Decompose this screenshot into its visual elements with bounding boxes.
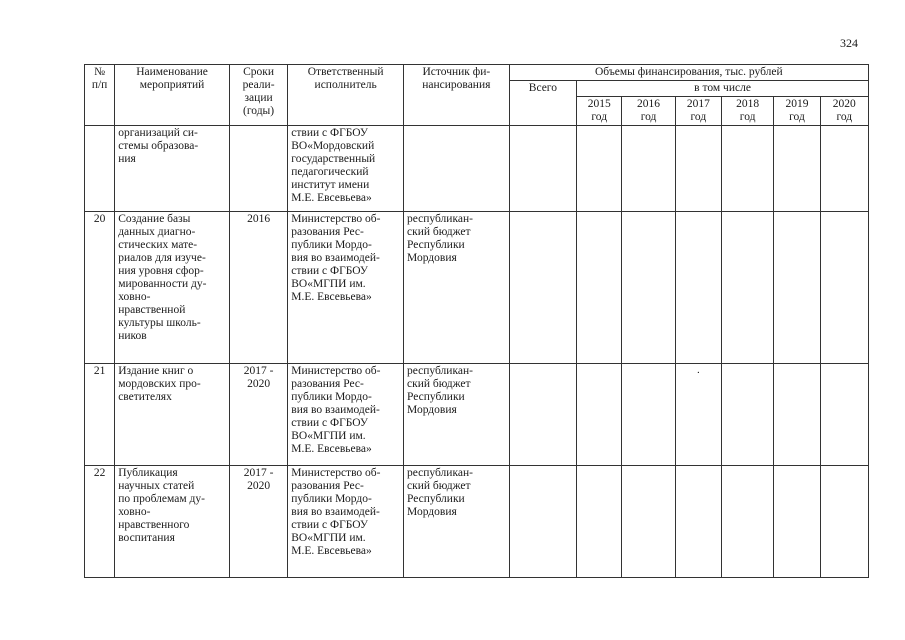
funding-year-cell (721, 466, 773, 578)
row-number: 21 (85, 364, 115, 466)
funding-source: республикан- ский бюджет Республики Мордовия (404, 364, 510, 466)
header-source: Источник фи- нансирования (404, 65, 510, 126)
funding-year-cell (675, 466, 721, 578)
funding-source: республикан- ский бюджет Республики Мордовия (404, 466, 510, 578)
funding-year-cell (774, 126, 820, 212)
table-row (85, 364, 869, 466)
funding-year-cell (577, 466, 622, 578)
table-row (85, 126, 869, 212)
row-number (85, 126, 115, 212)
activity-name: Издание книг о мордовских про- светителях (115, 364, 230, 466)
funding-year-cell (675, 126, 721, 212)
header-year-2018: 2018 год (721, 97, 773, 126)
header-name: Наименование мероприятий (115, 65, 230, 126)
activity-terms (229, 126, 287, 212)
header-year-2019: 2019 год (774, 97, 820, 126)
program-activities-table (84, 64, 869, 578)
funding-total-cell (509, 212, 576, 364)
funding-source: республикан- ский бюджет Республики Мордовия (404, 212, 510, 364)
header-terms: Сроки реали- зации (годы) (229, 65, 287, 126)
header-year-2016: 2016 год (622, 97, 675, 126)
funding-year-cell (820, 364, 868, 466)
header-year-2015: 2015 год (577, 97, 622, 126)
funding-year-cell (721, 364, 773, 466)
funding-year-cell (820, 126, 868, 212)
funding-total-cell (509, 126, 576, 212)
table-row (85, 466, 869, 578)
activity-terms: 2017 - 2020 (229, 466, 287, 578)
activity-name: Создание базы данных диагно- стических мате- риалов для изуче- ния уровня сфор- мированности ду- ховно- нравственной культуры школь- ников (115, 212, 230, 364)
responsible-executor: Министерство об- разования Рес- публики Мордо- вия во взаимодей- ствии с ФГБОУ ВО«МГПИ им. М.Е. Евсевьева» (288, 466, 404, 578)
header-including: в том числе (577, 81, 869, 97)
table-row (85, 212, 869, 364)
funding-year-cell (577, 126, 622, 212)
funding-year-cell (774, 364, 820, 466)
activity-terms: 2017 - 2020 (229, 364, 287, 466)
funding-year-cell (675, 364, 721, 466)
funding-total-cell (509, 466, 576, 578)
responsible-executor: Министерство об- разования Рес- публики Мордо- вия во взаимодей- ствии с ФГБОУ ВО«МГПИ им. М.Е. Евсевьева» (288, 364, 404, 466)
responsible-executor: Министерство об- разования Рес- публики Мордо- вия во взаимодей- ствии с ФГБОУ ВО«МГПИ им. М.Е. Евсевьева» (288, 212, 404, 364)
header-num: № п/п (85, 65, 115, 126)
cell-mark: . (696, 364, 700, 376)
funding-year-cell (675, 212, 721, 364)
row-number: 20 (85, 212, 115, 364)
header-executor: Ответственный исполнитель (288, 65, 404, 126)
funding-year-cell (774, 212, 820, 364)
activity-name: Публикация научных статей по проблемам ду- ховно- нравственного воспитания (115, 466, 230, 578)
funding-total-cell (509, 364, 576, 466)
activity-terms: 2016 (229, 212, 287, 364)
funding-year-cell (774, 466, 820, 578)
funding-year-cell (622, 126, 675, 212)
header-row-1 (85, 65, 869, 81)
funding-year-cell (577, 212, 622, 364)
funding-year-cell (622, 212, 675, 364)
header-year-2017: 2017 год (675, 97, 721, 126)
header-total: Всего (509, 81, 576, 126)
funding-year-cell (622, 364, 675, 466)
funding-year-cell (820, 466, 868, 578)
page-number: 324 (840, 36, 858, 50)
funding-source (404, 126, 510, 212)
header-year-2020: 2020 год (820, 97, 868, 126)
funding-year-cell (721, 212, 773, 364)
funding-year-cell (820, 212, 868, 364)
funding-year-cell (622, 466, 675, 578)
funding-year-cell (577, 364, 622, 466)
responsible-executor: ствии с ФГБОУ ВО«Мордовский государственный педагогический институт имени М.Е. Евсевьева» (288, 126, 404, 212)
header-funding: Объемы финансирования, тыс. рублей (509, 65, 868, 81)
row-number: 22 (85, 466, 115, 578)
funding-year-cell (721, 126, 773, 212)
activity-name: организаций си- стемы образова- ния (115, 126, 230, 212)
